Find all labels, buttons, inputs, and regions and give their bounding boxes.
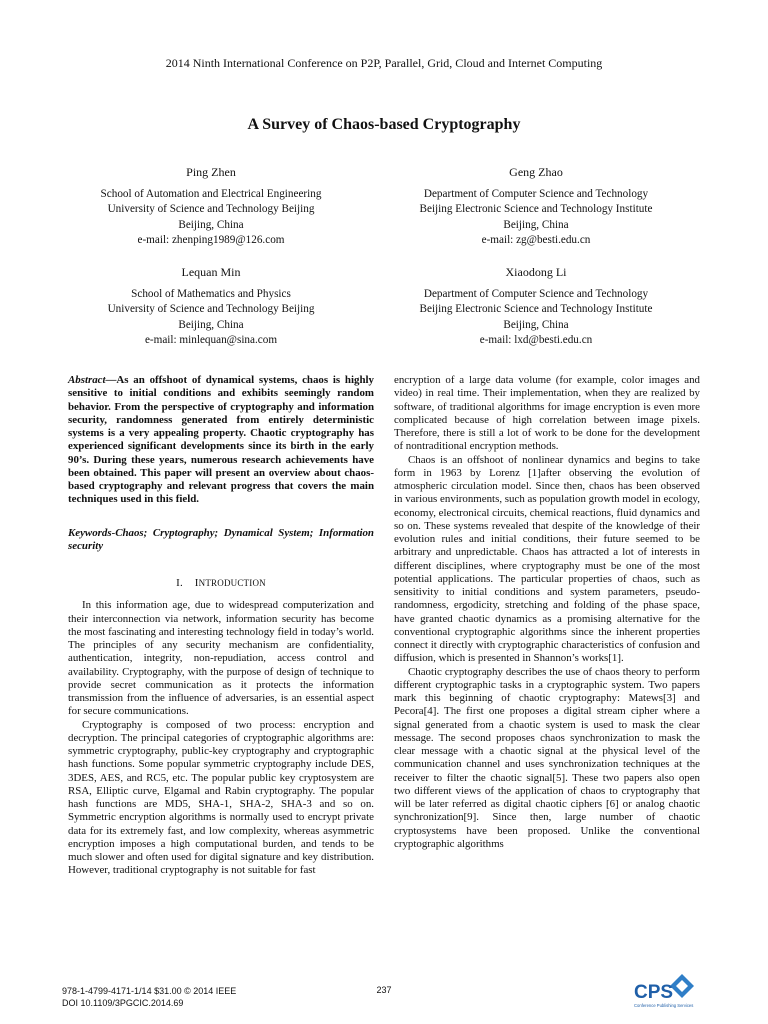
abstract [68,374,374,507]
section-title-initial: I [194,577,199,589]
abstract-text: —As an offshoot of dynamical systems, chaos is highly sensitive to initial conditions and exhibits seemingly random behavior. From the perspective of cryptography and information security, randomness generated from entirely deterministic systems is a very appealing property. Chaotic cryptography has experienced significant developments since its birth in the early 90’s. During these years, numerous research achievements have been obtained. This paper will present an overview about chaos-based cryptography and relevant progress that covers the main techniques used in this field. [68,374,374,506]
body-paragraph: Cryptography is composed of two process: encryption and decryption. The principal categories of cryptographic algorithms are: symmetric cryptography, public-key cryptography and cryptographic hash functions. Some popular symmetric cryptography include DES, 3DES, AES, and RC5, etc. The popular public key cryptosystem are RSA, Elliptic curve, Elgamal and Rabin cryptography. The popular hash functions are MD5, SHA-1, SHA-2, SHA-3 and so on. Symmetric encryption algorithms is normally used to encrypt private data for its extremely fast, and low complexity, whereas asymmetric encryption imposes a high computational burden, and tends to be much slower and often used for digital signature and key distribution. However, traditional cryptography is not suitable for fast [68,718,374,877]
author-location: Beijing, China [503,218,569,231]
paper-title: A Survey of Chaos-based Cryptography [247,116,521,133]
body-paragraph: Chaos is an offshoot of nonlinear dynamics and begins to take form in 1963 by Lorenz [1]after observing the evolution of atmospheric circulation model. Since then, chaos has been observed in various environments, such as population growth model in ecology, economy, electronical circuits, chemical reactions, fluid dynamics and so on. These systems revealed that despite of the knowledge of their evolution rules and initial conditions, their future seemed to be arbitrary and unpredictable. Chaos has attracted a lot of interests in different disciplines, where cryptography must be one of the most potential applications. The particular properties of chaos, such as sensitivity to initial conditions and system parameters, pseudo-randomness, ergodicity, stretching and folding of the phase space, have granted chaotic dynamics as a promising alternative for the conventional cryptographic algorithms since the inherent properties connect it directly with cryptographic characteristics of confusion and diffusion, which is presented in Shannon’s works[1]. [394,453,700,665]
author-affiliation: Beijing Electronic Science and Technology Institute [419,203,653,215]
author-affiliation: School of Automation and Electrical Engineering [100,187,322,200]
author-block-4 [371,265,701,349]
doi-line: DOI 10.1109/3PGCIC.2014.69 [62,998,184,1008]
author-affiliation: Beijing Electronic Science and Technology Institute [419,303,653,315]
cps-logo-text: CPS [634,982,674,1003]
author-location: Beijing, China [503,318,569,331]
keywords: Keywords-Chaos; Cryptography; Dynamical System; Information security [68,526,374,552]
isbn-line: 978-1-4799-4171-1/14 $31.00 © 2014 IEEE [62,986,237,996]
page-number: 237 [376,985,392,995]
author-email: e-mail: lxd@besti.edu.cn [479,334,593,346]
author-location: Beijing, China [178,318,244,331]
author-location: Beijing, China [178,218,244,231]
left-column [68,374,374,878]
author-block-3 [46,265,376,349]
body-paragraph: In this information age, due to widespread computerization and their interconnection via network, information security has become the most fascinating and interesting technology field in today’s world. The principles of any security mechanism are confidentiality, authentication, integrity, non-repudiation, access control and availability. Cryptography, with the purpose of design of technique to provide secret communication as it protects the information transmission from the influence of adversaries, is an essential aspect for secure communications. [68,599,374,718]
cps-logo-subtext: Conference Publishing Services [634,1003,694,1008]
author-email: e-mail: zhenping1989@126.com [137,234,285,246]
author-name: Geng Zhao [509,165,563,179]
author-affiliation: Department of Computer Science and Technology [423,187,649,200]
cps-logo [632,972,696,1012]
author-name: Ping Zhen [186,165,236,179]
author-affiliation: University of Science and Technology Beijing [107,303,315,315]
author-affiliation: Department of Computer Science and Technology [423,287,649,300]
body-paragraph: encryption of a large data volume (for example, color images and video) in real time. Their implementation, when they are realized by software, of traditional algorithms for image encryption is even more complicated because of high correlation between image pixels. Therefore, there is still a lot of work to be done for the development of nontraditional encryption methods. [394,374,700,453]
right-column [394,374,700,851]
author-email: e-mail: zg@besti.edu.cn [481,234,591,246]
abstract-label: Abstract [68,374,106,386]
section-number: I. [176,577,183,589]
author-block-2 [371,165,701,249]
body-paragraph: Chaotic cryptography describes the use of chaos theory to perform different cryptographic tasks in a cryptographic system. Two papers mark this beginning of chaotic cryptography: Matews[3] and Pecora[4]. The first one proposes a digital stream cipher where a signal generated from a chaotic system is used to mask the clear message. The second proposes chaos synchronization to mask the clear message with a chaotic signal at the physical level of the communication channel and uses synchronization techniques at the receiver to filter the chaotic signal[5]. These two papers also open two different views of the application of chaos to cryptography that will be later referred as digital chaotic ciphers [6] or analog chaotic synchronization[9]. Since then, large number of chaotic cryptosystems have been proposed. Unlike the conventional cryptographic algorithms [394,665,700,850]
conference-header: 2014 Ninth International Conference on P2P, Parallel, Grid, Cloud and Internet Computing [165,56,603,70]
author-name: Xiaodong Li [505,265,567,279]
author-affiliation: University of Science and Technology Beijing [107,203,315,215]
section-title-rest: NTRODUCTION [198,578,266,588]
section-heading-introduction [68,577,374,590]
author-name: Lequan Min [181,265,241,279]
cps-logo-icon [632,972,696,1012]
author-affiliation: School of Mathematics and Physics [131,287,291,300]
author-email: e-mail: minlequan@sina.com [144,334,278,346]
author-block-1 [46,165,376,249]
